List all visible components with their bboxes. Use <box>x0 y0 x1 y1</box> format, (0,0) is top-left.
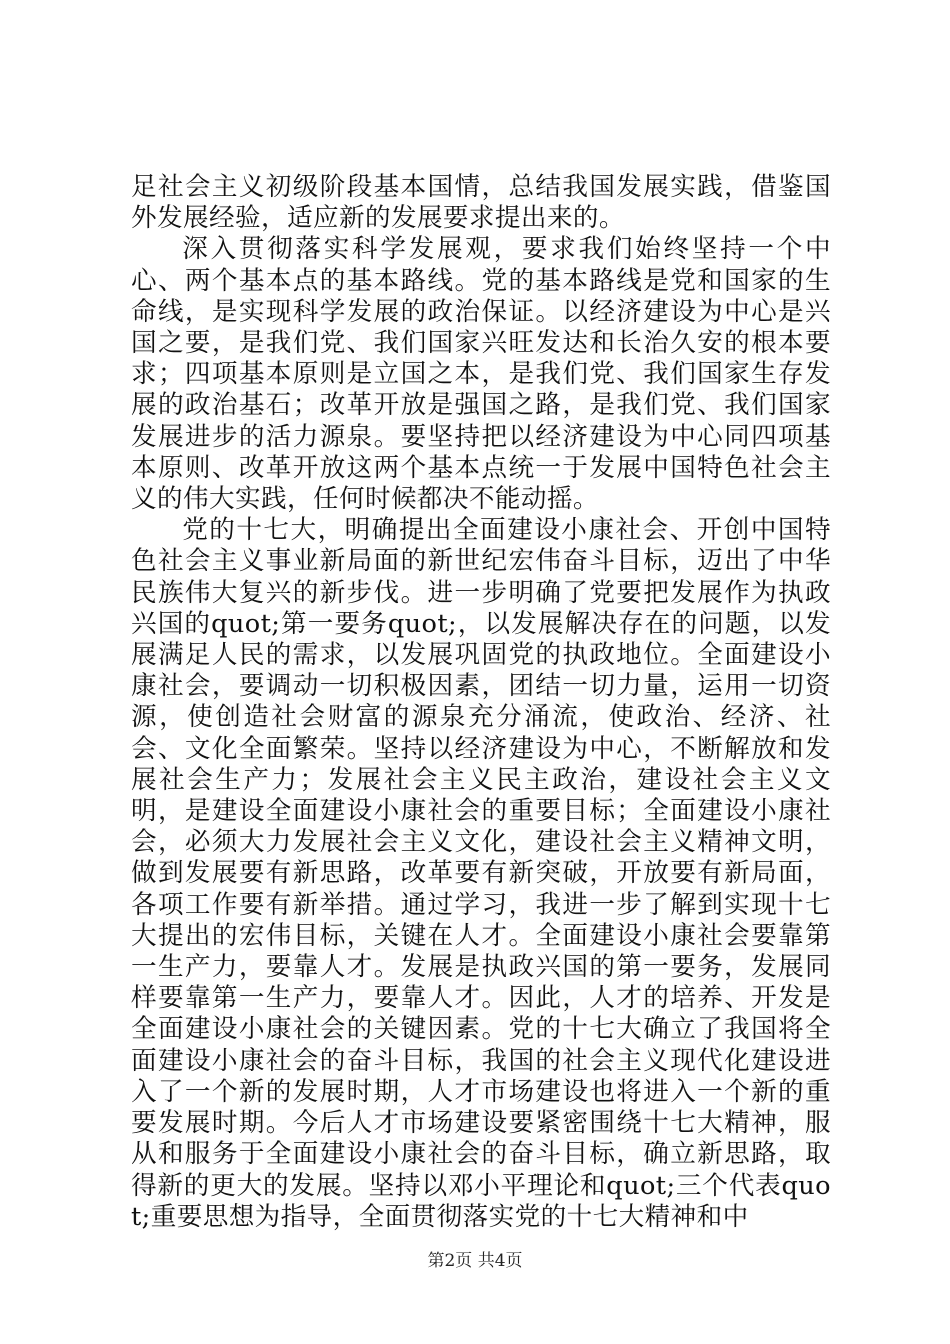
paragraph-1: 足社会主义初级阶段基本国情，总结我国发展实践，借鉴国外发展经验，适应新的发展要求提出来的。 <box>131 172 831 234</box>
page-number-footer: 第2页 共4页 <box>427 1251 523 1271</box>
paragraph-3: 党的十七大，明确提出全面建设小康社会、开创中国特色社会主义事业新局面的新世纪宏伟奋斗目标，迈出了中华民族伟大复兴的新步伐。进一步明确了党要把发展作为执政兴国的quot;第一要务quot;，以发展解决存在的问题，以发展满足人民的需求，以发展巩固党的执政地位。全面建设小康社会，要调动一切积极因素，团结一切力量，运用一切资源，使创造社会财富的源泉充分涌流，使政治、经济、社会、文化全面繁荣。坚持以经济建设为中心，不断解放和发展社会生产力；发展社会主义民主政治，建设社会主义文明，是建设全面建设小康社会的重要目标；全面建设小康社会，必须大力发展社会主义文化，建设社会主义精神文明，做到发展要有新思路，改革要有新突破，开放要有新局面，各项工作要有新举措。通过学习，我进一步了解到实现十七大提出的宏伟目标，关键在人才。全面建设小康社会要靠第一生产力，要靠人才。发展是执政兴国的第一要务，发展同样要靠第一生产力，要靠人才。因此，人才的培养、开发是全面建设小康社会的关键因素。党的十七大确立了我国将全面建设小康社会的奋斗目标，我国的社会主义现代化建设进入了一个新的发展时期，人才市场建设也将进入一个新的重要发展时期。今后人才市场建设要紧密围绕十七大精神，服从和服务于全面建设小康社会的奋斗目标，确立新思路，取得新的更大的发展。坚持以邓小平理论和quot;三个代表quot;重要思想为指导，全面贯彻落实党的十七大精神和中 <box>131 515 831 1232</box>
paragraph-2: 深入贯彻落实科学发展观，要求我们始终坚持一个中心、两个基本点的基本路线。党的基本路线是党和国家的生命线，是实现科学发展的政治保证。以经济建设为中心是兴国之要，是我们党、我们国家兴旺发达和长治久安的根本要求；四项基本原则是立国之本，是我们党、我们国家生存发展的政治基石；改革开放是强国之路，是我们党、我们国家发展进步的活力源泉。要坚持把以经济建设为中心同四项基本原则、改革开放这两个基本点统一于发展中国特色社会主义的伟大实践，任何时候都决不能动摇。 <box>131 234 831 515</box>
document-body <box>131 172 831 1233</box>
